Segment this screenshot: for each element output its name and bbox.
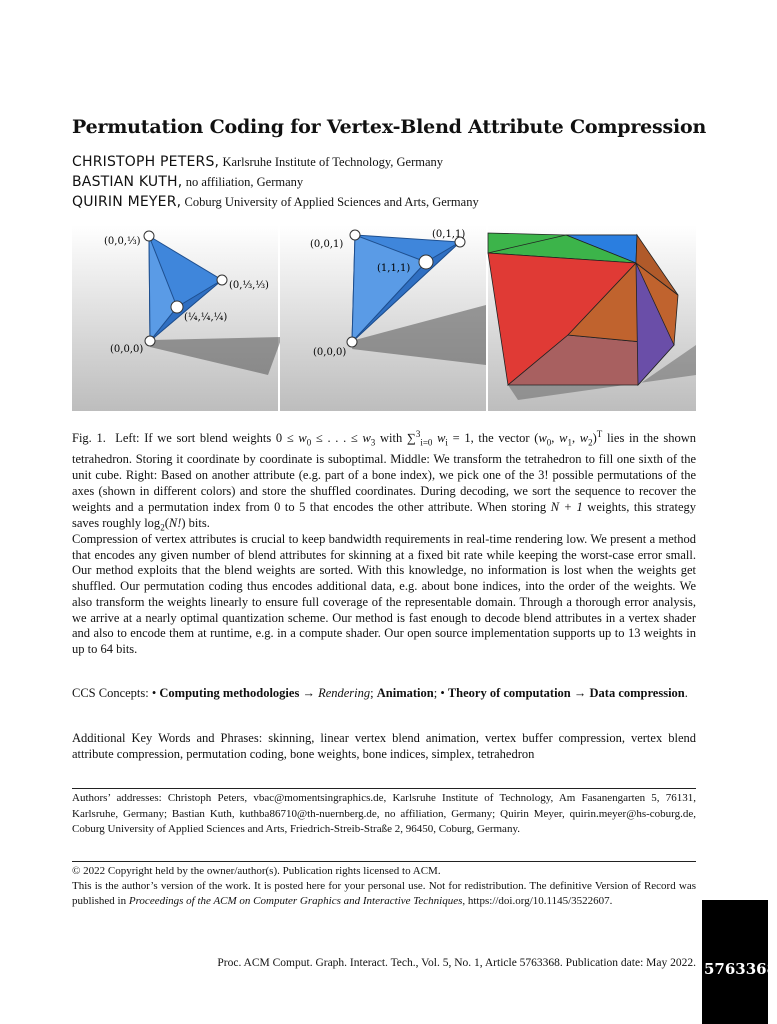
vertex-label: (0,1,1) bbox=[432, 229, 466, 240]
ccs-arrow: → bbox=[570, 686, 590, 700]
math-sub: 0 bbox=[546, 437, 552, 448]
vertex-marker bbox=[347, 337, 357, 347]
vertex-marker bbox=[145, 336, 155, 346]
article-number: 5763368 bbox=[704, 960, 777, 978]
author-addresses: Authors’ addresses: Christoph Peters, vbac@momentsingraphics.de, Karlsruhe Institute of Technology, Am Fasanengarten 5, 76131, Karlsruhe, Germany; Bastian Kuth, kuthba86710@th-nuernberg.de, no affiliation, Germany; Quirin Meyer, quirin.meyer@hs-coburg.de, Coburg University of Applied Sciences and Arts, Friedrich-Streib-Straße 2, 96450, Coburg, Germany. bbox=[72, 792, 696, 835]
doi-link[interactable]: , https://doi.org/10.1145/3522607. bbox=[462, 895, 613, 907]
caption-text: ≤ . . . ≤ bbox=[311, 431, 363, 446]
vertex-marker bbox=[144, 231, 154, 241]
copyright-text: This is the author’s version of the work. It is posted here for your personal use. Not for redistribution. The definitive Version of Record was published in bbox=[72, 880, 696, 907]
caption-text: = 1, the vector ( bbox=[447, 431, 539, 446]
ccs-label: CCS Concepts: • bbox=[72, 686, 160, 700]
math-var: w bbox=[538, 431, 547, 446]
vertex-label: (1,1,1) bbox=[377, 263, 411, 274]
vertex-label: (¼,¼,¼) bbox=[184, 312, 228, 323]
author-name: CHRISTOPH PETERS, bbox=[72, 154, 220, 170]
caption-text: weights, this strategy saves roughly log bbox=[72, 499, 697, 530]
math-var: w bbox=[437, 431, 446, 446]
math-sub: 0 bbox=[306, 437, 312, 448]
vertex-marker bbox=[217, 275, 227, 285]
author-entry bbox=[72, 192, 712, 212]
caption-text: ( bbox=[164, 515, 169, 530]
vertex-marker bbox=[350, 230, 360, 240]
caption-text: ) bbox=[592, 431, 597, 446]
math-sum: ∑ bbox=[406, 431, 416, 446]
caption-text: ) bits. bbox=[181, 515, 210, 530]
ccs-concepts bbox=[72, 685, 696, 701]
math-var: w bbox=[559, 431, 568, 446]
caption-text: , bbox=[571, 431, 580, 446]
ccs-term: Rendering bbox=[318, 686, 371, 700]
figure-panel-transformed bbox=[280, 225, 486, 411]
keywords: Additional Key Words and Phrases: skinning, linear vertex blend animation, vertex buffer compression, vertex blend attribute compression, permutation coding, bone weights, bone indices, simplex, tetrahedron bbox=[72, 731, 696, 761]
author-list bbox=[72, 152, 712, 212]
math-sub: 1 bbox=[567, 437, 572, 448]
math-var: N + 1 bbox=[550, 499, 583, 514]
divider bbox=[72, 861, 696, 862]
vertex-label: (0,⅓,⅓) bbox=[229, 280, 269, 291]
math-sup: 3 bbox=[415, 429, 421, 439]
math-var: w bbox=[362, 431, 371, 446]
ccs-term: Data compression bbox=[589, 686, 685, 700]
page-footer: Proc. ACM Comput. Graph. Interact. Tech., Vol. 5, No. 1, Article 5763368. Publication date: May 2022. bbox=[217, 957, 696, 969]
math-sub: 2 bbox=[588, 437, 593, 448]
figure-caption bbox=[72, 426, 696, 535]
vertex-label: (0,0,1) bbox=[310, 239, 344, 250]
math-sub: i=0 bbox=[420, 437, 433, 448]
math-var: N! bbox=[168, 515, 182, 530]
figure-panel-tetrahedron bbox=[72, 225, 278, 411]
ccs-term: Computing methodologies bbox=[159, 686, 300, 700]
ccs-term: Theory of computation bbox=[447, 686, 571, 700]
venue-name: Proceedings of the ACM on Computer Graphics and Interactive Techniques bbox=[128, 895, 463, 907]
math-sub: i bbox=[445, 437, 448, 448]
teaser-figure bbox=[72, 225, 696, 411]
math-sub: 3 bbox=[370, 437, 376, 448]
ccs-arrow: → bbox=[299, 686, 319, 700]
abstract: Compression of vertex attributes is crucial to keep bandwidth requirements in real-time rendering low. We present a method that encodes any given number of blend attributes for skinning at a fixed bit rate while keeping the worst-case error small. Our method exploits that the blend weights are sorted. With this knowledge, no information is lost when the weights get shuffled. Our permutation coding thus encodes additional data, e.g. about bone indices, into the order of the weights. We also transform the weights linearly to ensure full coverage of the representable domain. Through a thorough error analysis, we arrive at a nearly optimal quantization scheme. Our method is fast enough to decode blend attributes in a vertex shader and also to encode them at runtime, e.g. in a compute shader. Our open source implementation supports up to 13 weights in up to 64 bits. bbox=[72, 532, 696, 656]
author-affiliation: Karlsruhe Institute of Technology, Germany bbox=[222, 155, 444, 169]
caption-text: lies in the shown tetrahedron. Storing it coordinate by coordinate is suboptimal. Middle: We transform the tetrahedron to fill one sixth of the unit cube. Right: Based on another attribute (e.g. part of a bone index), we pick one of the 3! possible permutations of the axes (shown in different colors) and store the shuffled coordinates. During decoding, we sort the sequence to recover the weights and a permutation index from 0 to 5 that encodes the other attribute. When storing bbox=[72, 431, 697, 514]
copyright-line bbox=[72, 879, 696, 909]
math-var: w bbox=[579, 431, 589, 446]
ccs-separator: ; • bbox=[433, 686, 448, 700]
author-entry bbox=[72, 152, 712, 172]
caption-text: Left: If we sort blend weights 0 ≤ bbox=[115, 431, 299, 446]
math-sup: T bbox=[596, 429, 603, 439]
article-number-tab bbox=[702, 900, 777, 1024]
author-affiliation: Coburg University of Applied Sciences and Arts, Germany bbox=[184, 195, 479, 209]
caption-text: with bbox=[375, 431, 407, 446]
divider bbox=[72, 788, 696, 789]
copyright-line: © 2022 Copyright held by the owner/author(s). Publication rights licensed to ACM. bbox=[72, 865, 441, 877]
vertex-marker bbox=[419, 255, 433, 269]
author-entry bbox=[72, 172, 712, 192]
author-affiliation: no affiliation, Germany bbox=[185, 175, 304, 189]
author-name: QUIRIN MEYER, bbox=[72, 194, 182, 210]
paper-title: Permutation Coding for Vertex-Blend Attribute Compression bbox=[72, 116, 707, 138]
caption-label: Fig. 1. bbox=[72, 431, 106, 446]
vertex-marker bbox=[171, 301, 183, 313]
vertex-label: (0,0,0) bbox=[110, 344, 144, 355]
vertex-label: (0,0,0) bbox=[313, 347, 347, 358]
math-sub: 2 bbox=[160, 522, 165, 533]
ccs-separator: ; bbox=[370, 686, 377, 700]
caption-text: , bbox=[551, 431, 560, 446]
ccs-separator: . bbox=[684, 686, 688, 700]
copyright-notice bbox=[72, 864, 696, 909]
math-var: w bbox=[298, 431, 307, 446]
figure-panel-cube bbox=[488, 225, 696, 411]
vertex-label: (0,0,⅓) bbox=[104, 236, 141, 247]
author-name: BASTIAN KUTH, bbox=[72, 174, 183, 190]
ccs-term: Animation bbox=[376, 686, 434, 700]
